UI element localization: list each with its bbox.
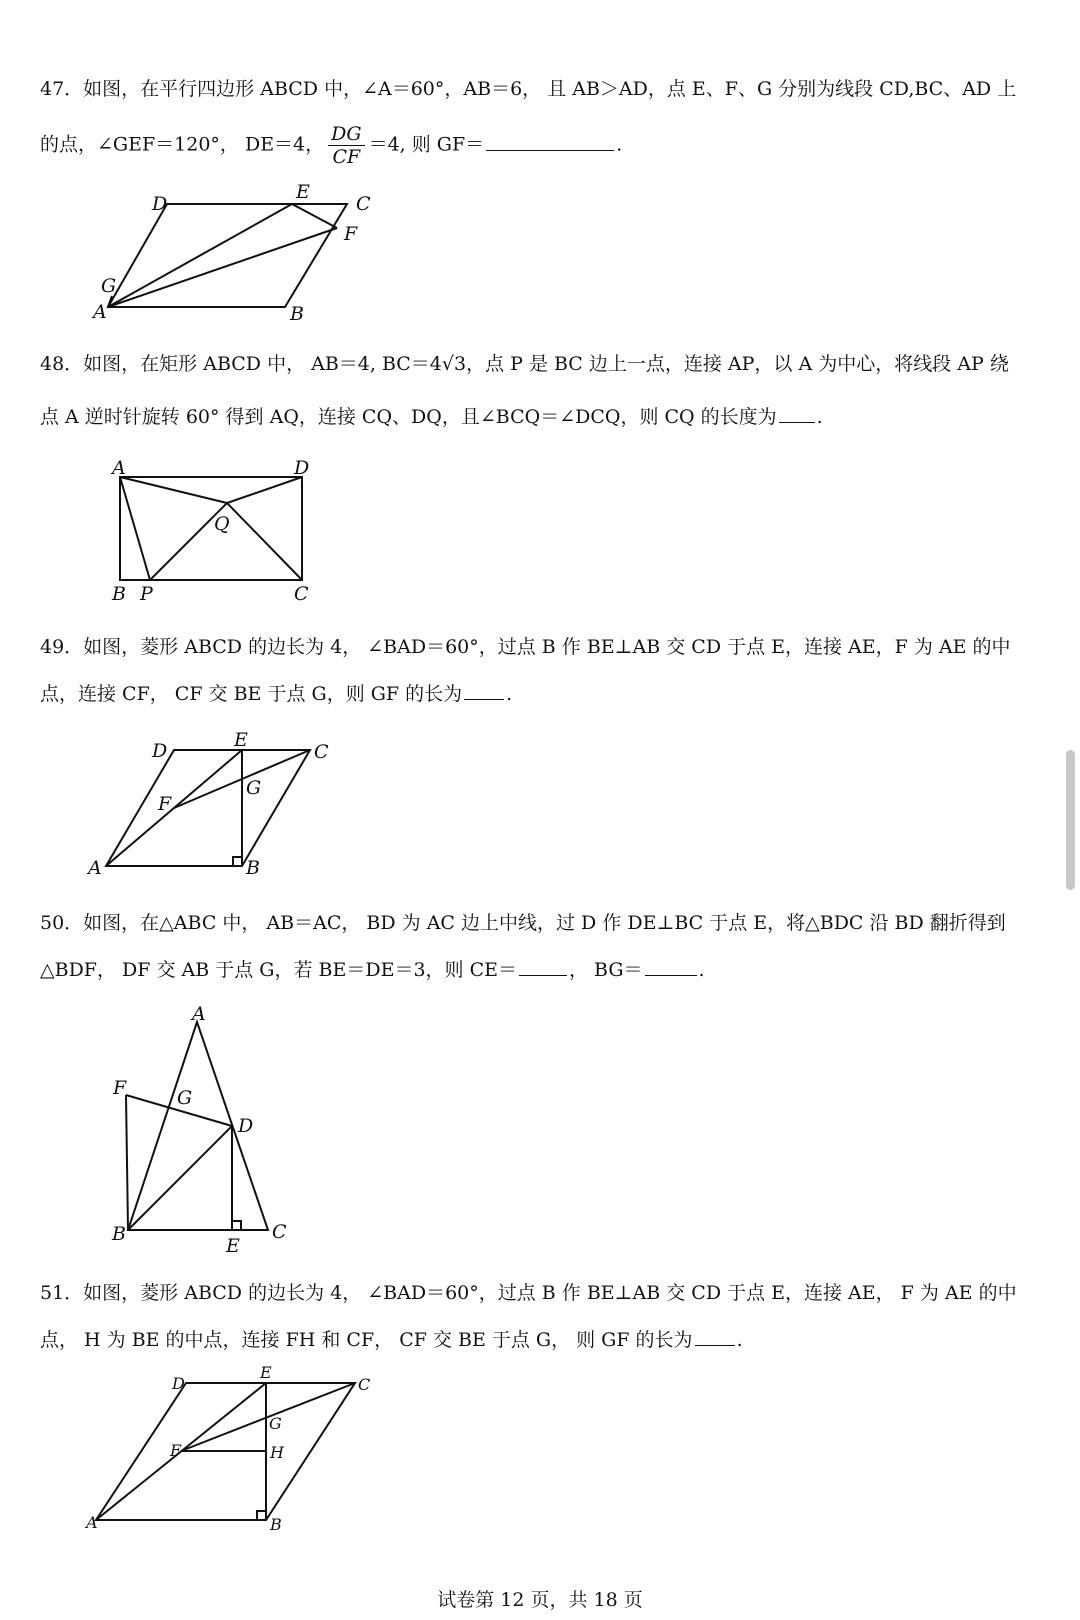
label-a: A (88, 857, 102, 879)
problem-51-line2-end: . (736, 1329, 743, 1351)
label-g: G (269, 1414, 282, 1433)
problem-48-line2-end: . (816, 406, 823, 428)
label-c: C (356, 193, 371, 215)
problem-50-line2-text-b: ， BG＝ (568, 959, 643, 981)
label-b: B (112, 1223, 126, 1245)
label-f: F (170, 1441, 182, 1460)
problem-48-line1: 48．如图，在矩形 ABCD 中， AB＝4, BC＝4√3，点 P 是 BC 边上一点，连接 AP，以 A 为中心，将线段 AP 绕 (40, 353, 1009, 375)
problem-47-line2-text-b: ＝4, 则 GF＝ (368, 133, 485, 156)
label-g: G (246, 777, 262, 799)
problem-51-line2-text: 点， H 为 BE 的中点，连接 FH 和 CF， CF 交 BE 于点 G， 则 GF 的长为 (40, 1329, 693, 1351)
label-d: D (172, 1374, 185, 1393)
problem-50-line1: 50．如图，在△ABC 中， AB＝AC， BD 为 AC 边上中线，过 D 作 DE⊥BC 于点 E，将△BDC 沿 BD 翻折得到 (40, 912, 1006, 934)
label-c: C (272, 1221, 287, 1243)
scrollbar-thumb[interactable] (1066, 750, 1075, 890)
label-a: A (93, 301, 107, 323)
label-b: B (246, 857, 260, 879)
label-b: B (270, 1515, 282, 1534)
problem-49-line2-end: . (506, 683, 513, 705)
label-d: D (152, 193, 168, 215)
label-b: B (112, 583, 126, 605)
label-a: A (86, 1513, 98, 1532)
label-e: E (234, 729, 248, 751)
label-b: B (290, 303, 304, 325)
label-f: F (158, 793, 172, 815)
label-f: F (344, 223, 358, 245)
label-d: D (152, 740, 168, 762)
problem-48-line2-text: 点 A 逆时针旋转 60° 得到 AQ，连接 CQ、DQ，且∠BCQ＝∠DCQ，则 CQ 的长度为 (40, 406, 777, 428)
label-d: D (238, 1115, 254, 1137)
problem-50-line2-end: . (698, 959, 705, 981)
label-g: G (101, 275, 117, 297)
label-q: Q (214, 513, 230, 535)
problem-47-line1: 47．如图，在平行四边形 ABCD 中，∠A＝60°，AB＝6， 且 AB＞AD，点 E、F、G 分别为线段 CD,BC、AD 上 (40, 78, 1017, 100)
fraction-denominator: CF (332, 146, 361, 168)
label-e: E (226, 1235, 240, 1257)
label-h: H (270, 1443, 284, 1462)
label-a: A (112, 457, 126, 479)
problem-51-line1: 51．如图，菱形 ABCD 的边长为 4， ∠BAD＝60°，过点 B 作 BE⊥AB 交 CD 于点 E，连接 AE， F 为 AE 的中 (40, 1282, 1017, 1304)
label-e: E (260, 1363, 272, 1382)
label-f: F (113, 1077, 127, 1099)
problem-47-line2-end: . (616, 133, 623, 156)
problem-49-line2-text: 点，连接 CF， CF 交 BE 于点 G，则 GF 的长为 (40, 683, 463, 705)
problem-49-line1: 49．如图，菱形 ABCD 的边长为 4， ∠BAD＝60°，过点 B 作 BE⊥AB 交 CD 于点 E，连接 AE，F 为 AE 的中 (40, 636, 1011, 658)
label-p: P (140, 583, 153, 605)
problem-50-line2-text: △BDF， DF 交 AB 于点 G，若 BE＝DE＝3，则 CE＝ (40, 959, 517, 981)
label-g: G (177, 1087, 193, 1109)
label-e: E (296, 181, 310, 203)
page-footer: 试卷第 12 页，共 18 页 (437, 1589, 643, 1611)
label-a: A (192, 1003, 206, 1025)
fraction-numerator: DG (328, 123, 364, 146)
label-d: D (294, 457, 310, 479)
label-c: C (314, 741, 329, 763)
problem-47-line2-text: 的点，∠GEF＝120°， DE＝4， (40, 133, 325, 156)
label-c: C (358, 1375, 371, 1394)
label-c: C (294, 583, 309, 605)
